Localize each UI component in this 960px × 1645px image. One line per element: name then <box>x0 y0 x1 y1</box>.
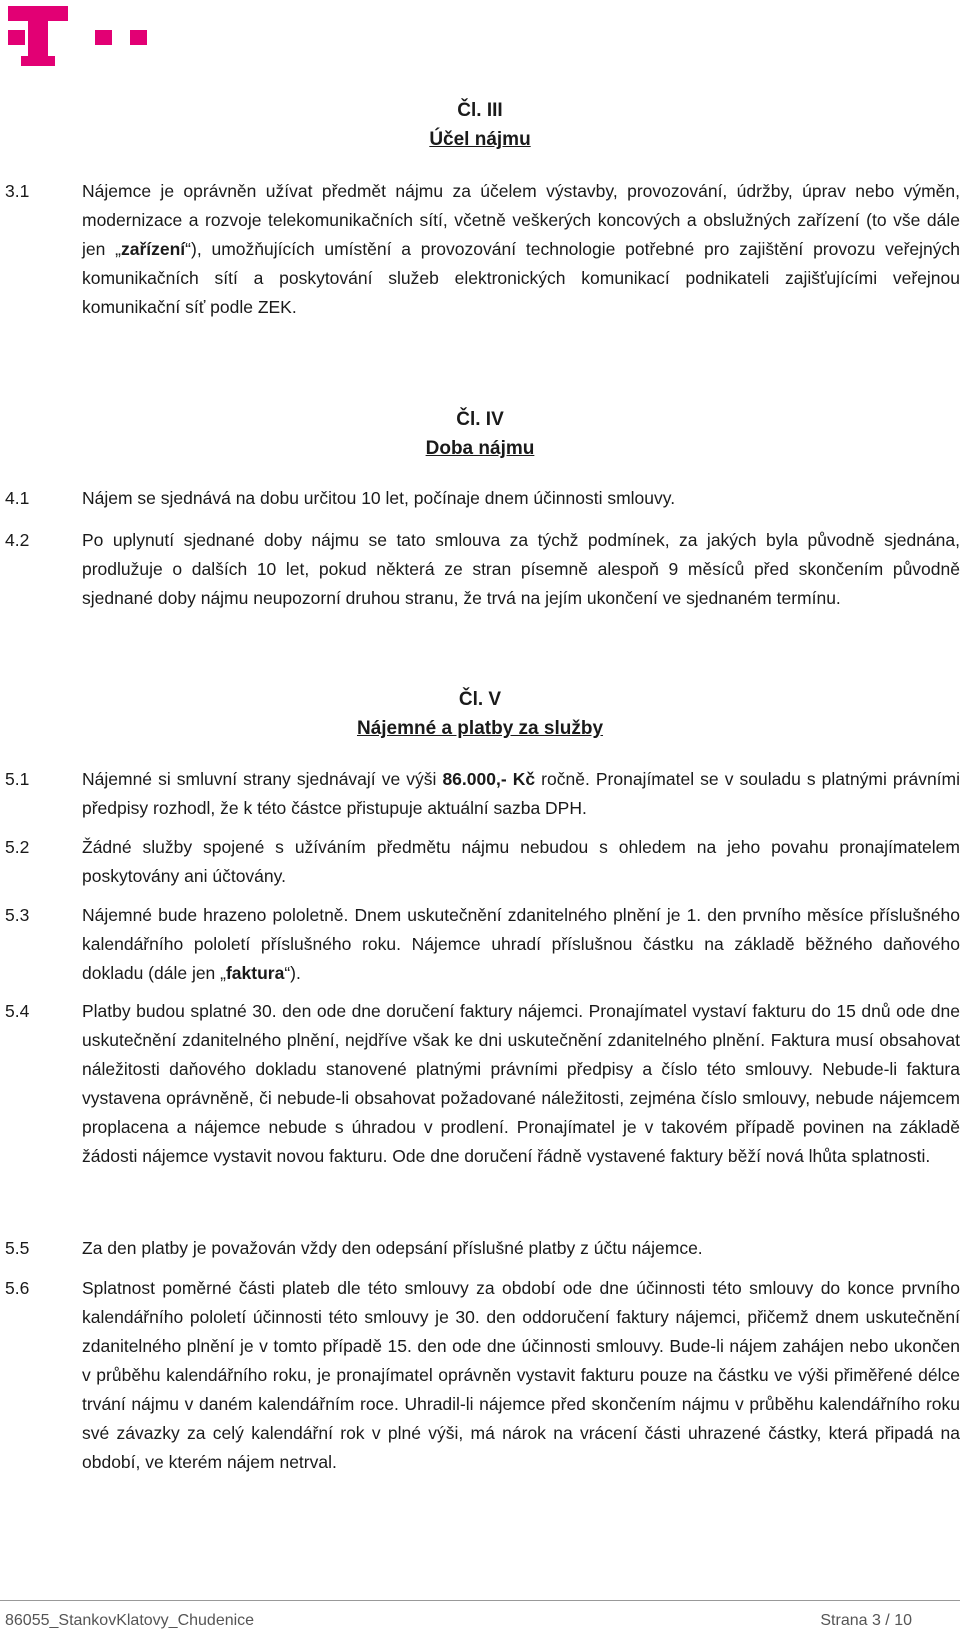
clause-number: 5.4 <box>5 1001 30 1021</box>
section-heading-iii <box>0 96 960 154</box>
logo-dot-1 <box>8 30 25 45</box>
clause-text: Po uplynutí sjednané doby nájmu se tato smlouva za týchž podmínek, za jakých byla původně sjednána, prodlužuje o dalších 10 let, pokud některá ze stran písemně alespoň 9 měsíců před skončením původně sjednané doby nájmu neupozorní druhou stranu, že trvá na jejím ukončení ve sjednaném termínu. <box>82 530 960 608</box>
clause-text <box>82 177 960 322</box>
clause-number: 5.6 <box>5 1278 30 1298</box>
clause-text-part: Nájemné bude hrazeno pololetně. Dnem uskutečnění zdanitelného plnění je 1. den prvního měsíce příslušného kalendářního pololetí příslušného roku. Nájemce uhradí příslušnou částku na základě běžného daňového dokladu (dále jen „ <box>82 905 960 983</box>
clause-text-part: Nájemce je oprávněn užívat předmět nájmu za účelem výstavby, provozování, údržby, úprav nebo výměn, modernizace a rozvoje telekomunikačních sítí, včetně veškerých koncových a obslužných zařízení (to vše dále jen „ <box>82 181 960 259</box>
footer-page-number: Strana 3 / 10 <box>820 1612 912 1629</box>
clause-number: 5.3 <box>5 905 30 925</box>
logo-dot-3 <box>130 30 147 45</box>
clause-text: Nájem se sjednává na dobu určitou 10 let, počínaje dnem účinnosti smlouvy. <box>82 488 676 508</box>
clause-text <box>82 765 960 823</box>
clause-text: Za den platby je považován vždy den odepsání příslušné platby z účtu nájemce. <box>82 1238 703 1258</box>
logo-dot-2 <box>95 30 112 45</box>
clause-number: 4.1 <box>5 488 30 508</box>
clause-text-part: ročně. Pronajímatel se v souladu s platnými právními předpisy rozhodl, že k této částce přistupuje aktuální sazba DPH. <box>82 769 960 818</box>
clause-number: 3.1 <box>5 181 30 201</box>
clause-text <box>82 901 960 988</box>
logo-t-base <box>21 56 55 66</box>
section-heading-v <box>0 685 960 743</box>
rent-amount: 86.000,- Kč <box>442 769 536 789</box>
clause-text-part: “). <box>284 963 301 983</box>
clause-text-part: “), umožňujících umístění a provozování technologie potřebné pro zajištění provozu veřejných komunikačních sítí a poskytování služeb elektronických komunikací podnikateli zajišťujícími veřejnou komunikační síť podle ZEK. <box>82 239 960 317</box>
clause-number: 5.5 <box>5 1238 30 1258</box>
section-number: Čl. III <box>457 100 503 121</box>
clause-text-part: Nájemné si smluvní strany sjednávají ve výši <box>82 769 443 789</box>
clause-number: 5.1 <box>5 769 30 789</box>
section-heading-iv <box>0 405 960 463</box>
section-title: Nájemné a platby za služby <box>356 718 604 739</box>
section-number: Čl. IV <box>456 409 504 430</box>
section-title: Doba nájmu <box>425 438 535 459</box>
clause-text: Žádné služby spojené s užíváním předmětu nájmu nebudou s ohledem na jeho povahu pronajímatelem poskytovány ani účtovány. <box>82 837 960 886</box>
clause-text: Splatnost poměrné části plateb dle této smlouvy za období ode dne účinnosti této smlouvy do konce prvního kalendářního pololetí účinnosti této smlouvy je 30. den oddoručení faktury nájemci, přičemž dnem uskutečnění zdanitelného plnění je v tomto případě 15. den ode dne účinnosti smlouvy. Bude-li nájem zahájen nebo ukončen v průběhu kalendářního roku, je pronajímatel oprávněn vystavit fakturu pouze na částku ve výši přiměřené délce trvání nájmu v daném kalendářním roce. Uhradil-li nájemce před skončením nájmu v průběhu kalendářního roku své závazky za celý kalendářní rok v plné výši, má nárok na vrácení části uhrazené částky, která připadá na období, ve kterém nájem netrval. <box>82 1278 960 1472</box>
clause-number: 4.2 <box>5 530 30 550</box>
clause-text: Platby budou splatné 30. den ode dne doručení faktury nájemci. Pronajímatel vystaví fakturu do 15 dnů ode dne uskutečnění zdanitelného plnění, nejdříve však ke dni uskutečnění zdanitelného plnění. Faktura musí obsahovat náležitosti daňového dokladu stanovené platnými právními předpisy a číslo této smlouvy. Nebude-li faktura vystavena oprávněně, či nebude-li obsahovat požadované náležitosti, zejména číslo smlouvy, nebude nájemcem proplacena a nájemce nebude s úhradou v prodlení. Pronajímatel je v takovém případě povinen na základě žádosti nájemce vystavit novou fakturu. Ode dne doručení řádně vystavené faktury běží nová lhůta splatnosti. <box>82 1001 960 1166</box>
section-title: Účel nájmu <box>429 129 531 150</box>
footer-divider <box>0 1600 960 1601</box>
defined-term: faktura <box>225 963 285 983</box>
footer-document-id: 86055_StankovKlatovy_Chudenice <box>5 1612 255 1629</box>
clause-number: 5.2 <box>5 837 30 857</box>
section-number: Čl. V <box>458 689 502 710</box>
telekom-logo <box>8 0 148 72</box>
defined-term: zařízení <box>120 239 186 259</box>
